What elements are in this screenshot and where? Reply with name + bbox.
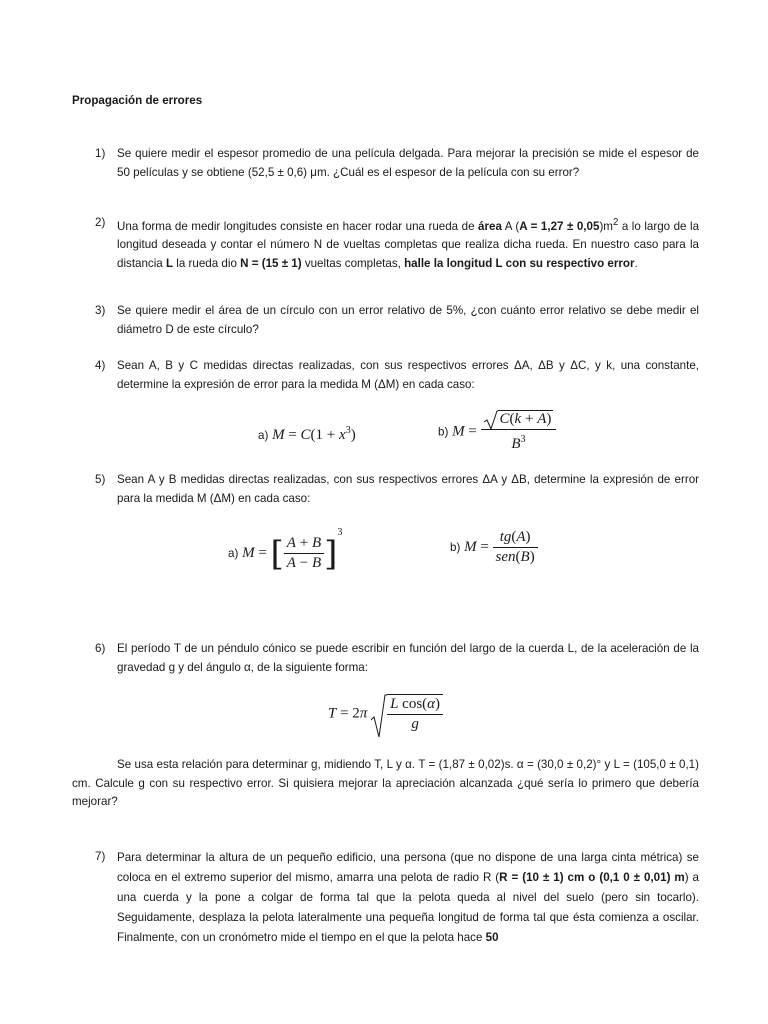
formula-row-5 [0,522,768,578]
list-item-4 [95,357,699,394]
item-text: Se quiere medir el área de un círculo con un error relativo de 5%, ¿con cuánto error relativo se debe medir el diámetro D de este círculo? [117,304,699,336]
item-text: Sean A, B y C medidas directas realizadas, con sus respectivos errores ΔA, ΔB y ΔC, y k, una constante, determine la expresión de error para la medida M (ΔM) en cada caso: [117,359,699,391]
item-number: 7) [95,850,106,863]
formula-4b: b) M = $\frac{C(k + A)}{B^3}$ [438,410,556,454]
formula-5a: a) M = [ $\frac{A + B}{A - B}$ ]$^3$ [228,527,343,574]
item-text: Para determinar la altura de un pequeño edificio, una persona (que no dispone de una larga cinta métrica) se coloca en el extremo superior del mismo, amarra una pelota de radio R (R = (10 ± 1) cm o (0,1 0 ± 0,01) m) a una cuerda y la pone a colgar de forma tal que la pelota queda al nivel del suelo (pero sin tocarlo). Seguidamente, desplaza la pelota lateralmente una pequeña longitud de forma tal que ésta comienza a oscilar. Finalmente, con un cronómetro mide el tiempo en el que la pelota hace 50 [117,851,699,944]
item-number: 4) [95,359,106,372]
item-text: El período T de un péndulo cónico se puede escribir en función del largo de la cuerda L, de la aceleración de la gravedad g y del ángulo α, de la siguiente forma: [117,642,699,674]
list-item-5 [95,471,699,508]
list-item-1 [95,145,699,182]
item-number: 1) [95,147,106,160]
formula-5b: b) M = $\frac{tg(A)}{\text{sen(B)}}$ [450,528,538,567]
item-text: Se quiere medir el espesor promedio de una película delgada. Para mejorar la precisión se mide el espesor de 50 películas y se obtiene (52,5 ± 0,6) μm. ¿Cuál es el espesor de la película con su error? [117,147,699,179]
item-text: Sean A y B medidas directas realizadas, con sus respectivos errores ΔA y ΔB, determine la expresión de error para la medida M (ΔM) en cada caso: [117,473,699,505]
item-number: 5) [95,473,106,486]
item-number: 2) [95,216,106,229]
page-title: Propagación de errores [72,94,203,107]
item-text: Una forma de medir longitudes consiste en hacer rodar una rueda de área A $(A = 1,27 \pm 0,05)m^2$ a lo largo de la longitud deseada y contar el número N de vueltas completas que realiza dicha rueda. En nuestro caso para la distancia L la rueda dio N = (15 ± 1) vueltas completas, halle la longitud L con su respectivo error. [117,217,700,270]
formula-row-4 [0,408,768,464]
item-number: 3) [95,304,106,317]
formula-row-6 [0,690,768,746]
list-item-6 [95,640,699,677]
formula-6: T = 2π $\frac{\text{L cos(α)}}{g}$ [328,694,443,734]
list-item-7 [95,848,699,948]
item-6-followup: Se usa esta relación para determinar g, midiendo T, L y α. T = (1,87 ± 0,02)s. α = (30,0 ± 0,2)° y L = (105,0 ± 0,1) cm. Calcule g con su respectivo error. Si quisiera mejorar la apreciación alcanzada ¿qué sería lo primero que debería mejorar? [72,758,699,808]
item-number: 6) [95,642,106,655]
list-item-3 [95,302,699,339]
list-item-2 [95,214,699,273]
formula-4a: a) $M = C(1 + x^3)$ [258,425,356,443]
